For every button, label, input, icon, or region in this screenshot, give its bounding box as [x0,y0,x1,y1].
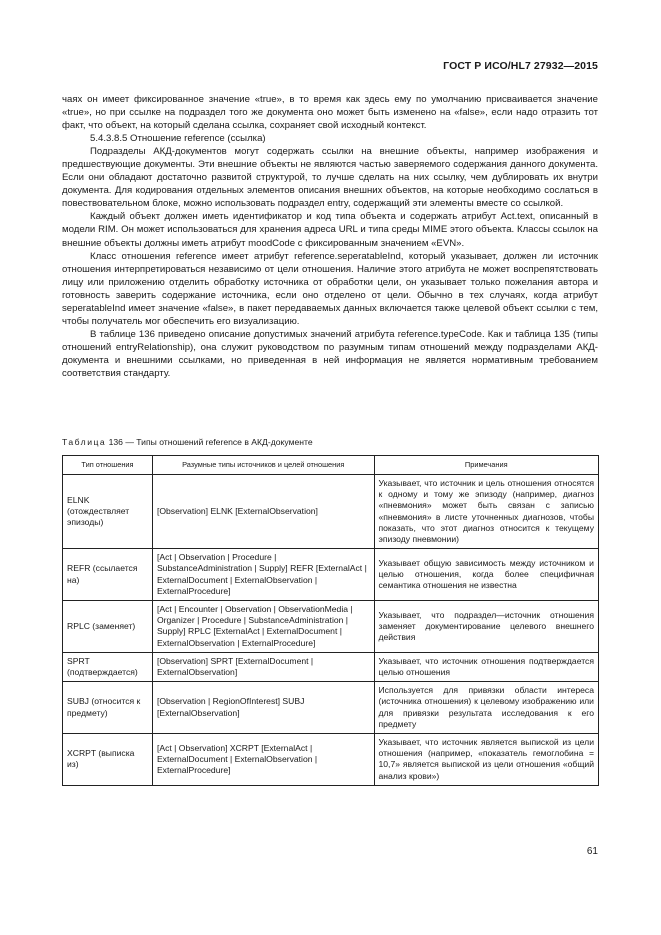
cell-type: RPLC (заменяет) [63,601,153,653]
column-header-notes: Примечания [374,456,599,475]
table-row [63,549,599,601]
cell-type: REFR (ссылается на) [63,549,153,601]
table-row [63,475,599,549]
cell-notes: Указывает, что источник является выпиской из цели отношения (например, «показатель гемоглобина = 10,7» является выпиской из цели отношения «общий анализ крови») [374,734,599,786]
paragraph: чаях он имеет фиксированное значение «true», в то время как здесь ему по умолчанию присваивается значение «true», но при ссылке на подраздел того же документа оно может быть изменено на «false», если надо отразить тот факт, что объект, на который сделана ссылка, сохраняет свой исходный контекст. [62,94,598,132]
column-header-sources: Разумные типы источников и целей отношения [152,456,374,475]
body-text [62,93,598,380]
cell-sources: [Observation] SPRT [ExternalDocument | ExternalObservation] [152,652,374,681]
cell-type: SUBJ (относится к предмету) [63,682,153,734]
table-caption [62,437,313,447]
cell-notes: Указывает общую зависимость между источником и целью отношения, когда более специфичная семантика отношения не известна [374,549,599,601]
table-caption-title: 136 — Типы отношений reference в АКД-документе [106,437,313,447]
column-header-type: Тип отношения [63,456,153,475]
table-row [63,652,599,681]
cell-sources: [Act | Encounter | Observation | ObservationMedia | Organizer | Procedure | SubstanceAdministration | Supply] RPLC [ExternalAct | ExternalDocument | ExternalObservation | ExternalProcedure] [152,601,374,653]
cell-sources: [Act | Observation | Procedure | SubstanceAdministration | Supply] REFR [ExternalAct | ExternalDocument | ExternalObservation | ExternalProcedure] [152,549,374,601]
paragraph: Подразделы АКД-документов могут содержать ссылки на внешние объекты, например изображения и предшествующие документы. Эти внешние объекты не являются частью заверяемого содержания данного документа. Если они обладают достаточно развитой структурой, то лучше сделать на них ссылку, чем дублировать их внутри документа. Для кодирования отдельных элементов описания внешних объектов, на которые необходимо сослаться в повествовательном блоке, можно использовать подраздел entry, содержащий эти элементы вместе со ссылкой. [62,146,598,210]
cell-type: XCRPT (выписка из) [63,734,153,786]
section-heading: 5.4.3.8.5 Отношение reference (ссылка) [90,133,266,145]
paragraph: Класс отношения reference имеет атрибут reference.seperatableInd, который указывает, должен ли источник отношения интерпретироваться независимо от цели отношения. Наличие этого атрибута не может воспрепятствовать лицу или приложению отделить обработку источника от обработки цели, он указывает только пожелания автора и готовность заверить содержание источника, если оно отделено от цели. Обычно в тех случаях, когда атрибут seperatableInd имеет значение «false», в пакет передаваемых данных включается также целевой объект ссылки с тем, чтобы получатель мог обеспечить его визуализацию. [62,250,598,327]
cell-notes: Указывает, что источник и цель отношения относятся к одному и тому же эпизоду (например, диагноз «пневмония» может быть связан с записью «пневмония» в листе уточненных диагнозов, чтобы показать, что этот диагноз относится к текущему эпизоду пневмонии) [374,475,599,549]
cell-notes: Указывает, что подраздел—источник отношения заменяет документирование целевого внешнего действия [374,601,599,653]
cell-type: SPRT (подтверждается) [63,652,153,681]
paragraph: В таблице 136 приведено описание допустимых значений атрибута reference.typeCode. Как и таблица 135 (типы отношений entryRelationship), она служит руководством по разумным типам отношений между подразделами АКД-документа и внешними ссылками, но приведенная в ней информация не является нормативным требованием соответствия стандарту. [62,328,598,379]
cell-type: ELNK (отождествляет эпизоды) [63,475,153,549]
table-row [63,734,599,786]
paragraph: Каждый объект должен иметь идентификатор и код типа объекта и содержать атрибут Act.text, описанный в модели RIM. Он может использоваться для хранения адреса URL и типа среды MIME этого объекта. Классы ссылок на внешние объекты должны иметь атрибут moodCode с фиксированным значением «EVN». [62,211,598,249]
table-header-row [63,456,599,475]
table-row [63,601,599,653]
cell-sources: [Observation | RegionOfInterest] SUBJ [ExternalObservation] [152,682,374,734]
relationship-types-table [62,455,599,786]
table-row [63,682,599,734]
cell-notes: Используется для привязки области интереса (источника отношения) к целевому изображению или для привязки результата исследования к его предмету [374,682,599,734]
cell-notes: Указывает, что источник отношения подтверждается целью отношения [374,652,599,681]
page-number: 61 [586,846,598,857]
cell-sources: [Act | Observation] XCRPT [ExternalAct | ExternalDocument | ExternalObservation | ExternalProcedure] [152,734,374,786]
document-header: ГОСТ Р ИСО/HL7 27932—2015 [443,60,598,72]
cell-sources: [Observation] ELNK [ExternalObservation] [152,475,374,549]
table-caption-prefix: Таблица [62,437,107,447]
